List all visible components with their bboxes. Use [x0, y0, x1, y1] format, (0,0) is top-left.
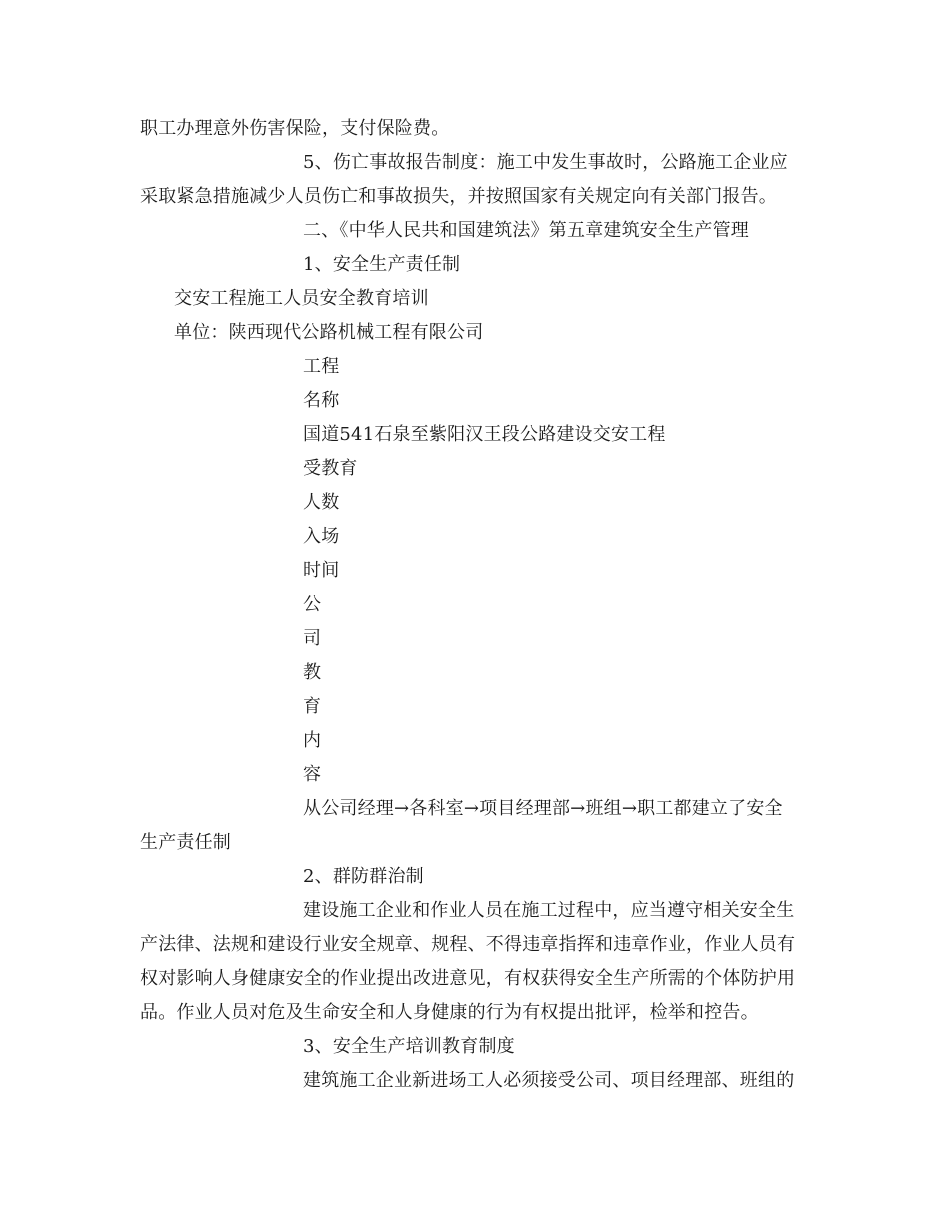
table-cell: 工程	[303, 356, 340, 377]
text-line: 品。作业人员对危及生命安全和人身健康的行为有权提出批评，检举和控告。	[140, 1002, 759, 1023]
text-line: 职工办理意外伤害保险，支付保险费。	[140, 118, 450, 139]
text-line: 产法律、法规和建设行业安全规章、规程、不得违章指挥和违章作业，作业人员有	[140, 934, 796, 955]
table-cell: 教	[303, 662, 322, 683]
form-title: 交安工程施工人员安全教育培训	[174, 288, 429, 309]
unit-line: 单位：陕西现代公路机械工程有限公司	[174, 322, 484, 343]
table-cell: 名称	[303, 390, 340, 411]
text-line: 生产责任制	[140, 832, 231, 853]
table-cell: 人数	[303, 492, 340, 513]
table-cell: 司	[303, 628, 322, 649]
text-line: 5、伤亡事故报告制度：施工中发生事故时，公路施工企业应	[303, 152, 788, 173]
text-line: 采取紧急措施减少人员伤亡和事故损失，并按照国家有关规定向有关部门报告。	[140, 186, 777, 207]
table-cell: 内	[303, 730, 322, 751]
table-cell: 国道541石泉至紫阳汉王段公路建设交安工程	[303, 424, 666, 445]
table-cell: 育	[303, 696, 322, 717]
text-line: 权对影响人身健康安全的作业提出改进意见，有权获得安全生产所需的个体防护用	[140, 968, 796, 989]
table-cell: 公	[303, 594, 322, 615]
text-line: 从公司经理→各科室→项目经理部→班组→职工都建立了安全	[303, 798, 783, 819]
table-cell: 时间	[303, 560, 340, 581]
subsection-heading: 1、安全生产责任制	[303, 254, 461, 275]
table-cell: 容	[303, 764, 322, 785]
section-heading: 二、《中华人民共和国建筑法》第五章建筑安全生产管理	[303, 220, 749, 241]
table-cell: 受教育	[303, 458, 358, 479]
text-line: 建筑施工企业新进场工人必须接受公司、项目经理部、班组的	[303, 1070, 795, 1091]
text-line: 建设施工企业和作业人员在施工过程中，应当遵守相关安全生	[303, 900, 795, 921]
subsection-heading: 3、安全生产培训教育制度	[303, 1036, 515, 1057]
subsection-heading: 2、群防群治制	[303, 866, 424, 887]
table-cell: 入场	[303, 526, 340, 547]
